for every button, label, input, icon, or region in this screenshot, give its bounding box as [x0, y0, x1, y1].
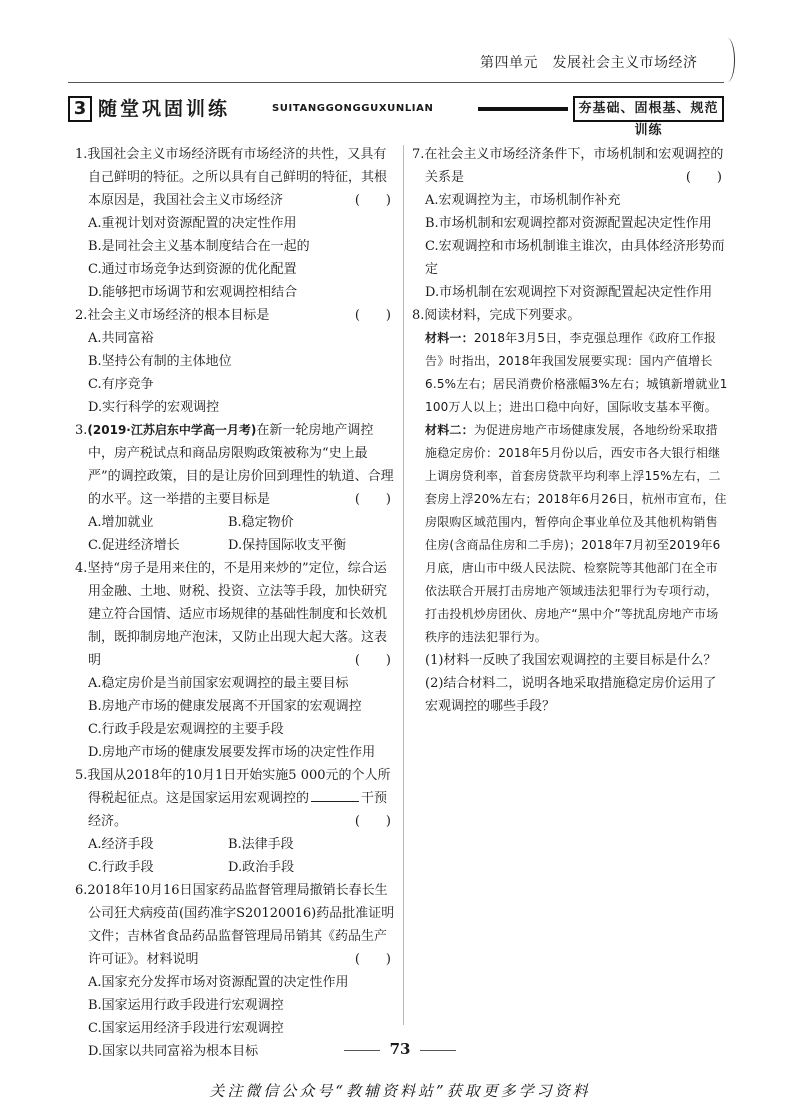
- section-tagline: 夯基础、固根基、规范训练: [573, 96, 724, 122]
- option-d[interactable]: D.房地产市场的健康发展要发挥市场的决定性作用: [88, 745, 376, 760]
- question-stem: 6.2018年10月16日国家药品监督管理局撤销长春长生公司狂犬病疫苗(国药准字S20120016)药品批准证明文件；吉林省食品药品监督管理局吊销其《药品生产许可证》。材料说明: [75, 883, 395, 967]
- sub-question-1: (1)材料一反映了我国宏观调控的主要目标是什么？: [425, 653, 717, 668]
- question-6: [75, 879, 397, 1063]
- material-2: [412, 419, 728, 649]
- answer-bracket[interactable]: ( ): [354, 492, 391, 507]
- option-c[interactable]: C.有序竞争: [88, 377, 154, 392]
- option-b[interactable]: B.市场机制和宏观调控都对资源配置起决定性作用: [425, 216, 712, 231]
- sub-question-2: (2)结合材料二，说明各地采取措施稳定房价运用了宏观调控的哪些手段？: [425, 676, 717, 714]
- question-stem: 1.我国社会主义市场经济既有市场经济的共性，又具有自己鲜明的特征。之所以具有自己鲜明的特征，其根本原因是，我国社会主义市场经济: [75, 147, 388, 208]
- option-b[interactable]: B.是同社会主义基本制度结合在一起的: [88, 239, 310, 254]
- answer-bracket[interactable]: ( ): [354, 814, 391, 829]
- question-8: [412, 304, 728, 718]
- question-stem: 在新一轮房地产调控中，房产税试点和商品房限购政策被称为“史上最严”的调控政策，目的是让房价回到理性的轨道、合理的水平。这一举措的主要目标是: [88, 423, 394, 507]
- question-3: [75, 419, 397, 557]
- question-1: [75, 143, 397, 304]
- option-d[interactable]: D.国家以共同富裕为根本目标: [88, 1044, 259, 1059]
- option-a[interactable]: A.经济手段: [88, 837, 154, 852]
- material-1-label: 材料一：: [425, 331, 474, 345]
- option-d[interactable]: D.保持国际收支平衡: [228, 538, 347, 553]
- question-source: (2019·江苏启东中学高一月考): [87, 423, 257, 437]
- header-rule: [68, 82, 724, 83]
- answer-bracket[interactable]: ( ): [354, 308, 391, 323]
- option-b[interactable]: B.法律手段: [228, 837, 294, 852]
- option-b[interactable]: B.坚持公有制的主体地位: [88, 354, 232, 369]
- option-d[interactable]: D.能够把市场调节和宏观调控相结合: [88, 285, 298, 300]
- column-divider: [403, 145, 404, 1025]
- question-stem: 8.阅读材料，完成下列要求。: [412, 308, 581, 323]
- question-stem: 7.在社会主义市场经济条件下，市场机制和宏观调控的关系是: [412, 147, 724, 185]
- option-c[interactable]: C.通过市场竞争达到资源的优化配置: [88, 262, 297, 277]
- section-bar: [68, 96, 724, 138]
- header-bracket-decoration: [720, 38, 735, 82]
- option-b[interactable]: B.稳定物价: [228, 515, 294, 530]
- option-c[interactable]: C.行政手段是宏观调控的主要手段: [88, 722, 284, 737]
- option-a[interactable]: A.宏观调控为主，市场机制作补充: [425, 193, 621, 208]
- option-b[interactable]: B.国家运用行政手段进行宏观调控: [88, 998, 284, 1013]
- option-b[interactable]: B.房地产市场的健康发展离不开国家的宏观调控: [88, 699, 362, 714]
- section-pinyin: SUITANGGONGGUXUNLIAN: [272, 103, 434, 114]
- option-a[interactable]: A.重视计划对资源配置的决定性作用: [88, 216, 297, 231]
- page-number-value: 73: [389, 1040, 411, 1058]
- question-7: [412, 143, 728, 304]
- answer-bracket[interactable]: ( ): [354, 952, 391, 967]
- option-d[interactable]: D.政治手段: [228, 860, 295, 875]
- material-2-label: 材料二：: [425, 423, 474, 437]
- question-5: [75, 764, 397, 879]
- option-c[interactable]: C.国家运用经济手段进行宏观调控: [88, 1021, 284, 1036]
- material-1-text: 2018年3月5日，李克强总理作《政府工作报告》时指出，2018年我国发展要实现：国内产值增长6.5%左右；居民消费价格涨幅3%左右；城镇新增就业1 100万人以上；进出口稳中向好，国际收支基本平衡。: [425, 331, 728, 414]
- material-2-text: 为促进房地产市场健康发展，各地纷纷采取措施稳定房价：2018年5月份以后，西安市各大银行相继上调房贷利率，首套房贷款平均利率上浮15%左右，二套房上浮20%左右；2018年6月26日，杭州市宣布，住房限购区域范围内，暂停向企事业单位及其他机构销售住房(含商品住房和二手房)；2018年7月初至2019年6月底，唐山市中级人民法院、检察院等其他部门在全市依法联合开展打击房地产领域违法犯罪行为专项行动，打击投机炒房团伙、房地产“黑中介”等扰乱房地产市场秩序的违法犯罪行为。: [425, 423, 727, 644]
- section-divider-bar: [478, 107, 568, 111]
- right-column: [412, 143, 728, 718]
- material-1: [412, 327, 728, 419]
- option-a[interactable]: A.共同富裕: [88, 331, 154, 346]
- question-4: [75, 557, 397, 764]
- fill-blank[interactable]: [311, 787, 359, 802]
- option-c[interactable]: C.促进经济增长: [88, 538, 180, 553]
- question-stem: 2.社会主义市场经济的根本目标是: [75, 308, 270, 323]
- answer-bracket[interactable]: ( ): [354, 653, 391, 668]
- answer-bracket[interactable]: ( ): [685, 170, 722, 185]
- option-a[interactable]: A.增加就业: [88, 515, 154, 530]
- question-stem: 4.坚持“房子是用来住的，不是用来炒的”定位，综合运用金融、土地、财税、投资、立法等手段，加快研究建立符合国情、适应市场规律的基础性制度和长效机制，既抑制房地产泡沫，又防止出现大起大落。这表明: [75, 561, 388, 668]
- option-d[interactable]: D.市场机制在宏观调控下对资源配置起决定性作用: [425, 285, 713, 300]
- unit-title: 第四单元 发展社会主义市场经济: [480, 55, 698, 71]
- page-number: [0, 1040, 800, 1058]
- option-a[interactable]: A.稳定房价是当前国家宏观调控的最主要目标: [88, 676, 349, 691]
- option-a[interactable]: A.国家充分发挥市场对资源配置的决定性作用: [88, 975, 349, 990]
- footer-promo: 关注微信公众号“教辅资料站”获取更多学习资料: [209, 1082, 591, 1100]
- question-number: 3.: [75, 423, 88, 438]
- question-2: [75, 304, 397, 419]
- question-stem: 5.我国从2018年的10月1日开始实施5 000元的个人所得税起征点。这是国家运用宏观调控的: [75, 768, 391, 806]
- section-number: 3: [68, 96, 92, 122]
- option-d[interactable]: D.实行科学的宏观调控: [88, 400, 220, 415]
- option-c[interactable]: C.行政手段: [88, 860, 154, 875]
- option-c[interactable]: C.宏观调控和市场机制谁主谁次，由具体经济形势而定: [425, 239, 725, 277]
- left-column: [75, 143, 397, 1063]
- question-stem-end: 干预经济。: [88, 791, 388, 829]
- answer-bracket[interactable]: ( ): [354, 193, 391, 208]
- section-title: 随堂巩固训练: [98, 98, 231, 120]
